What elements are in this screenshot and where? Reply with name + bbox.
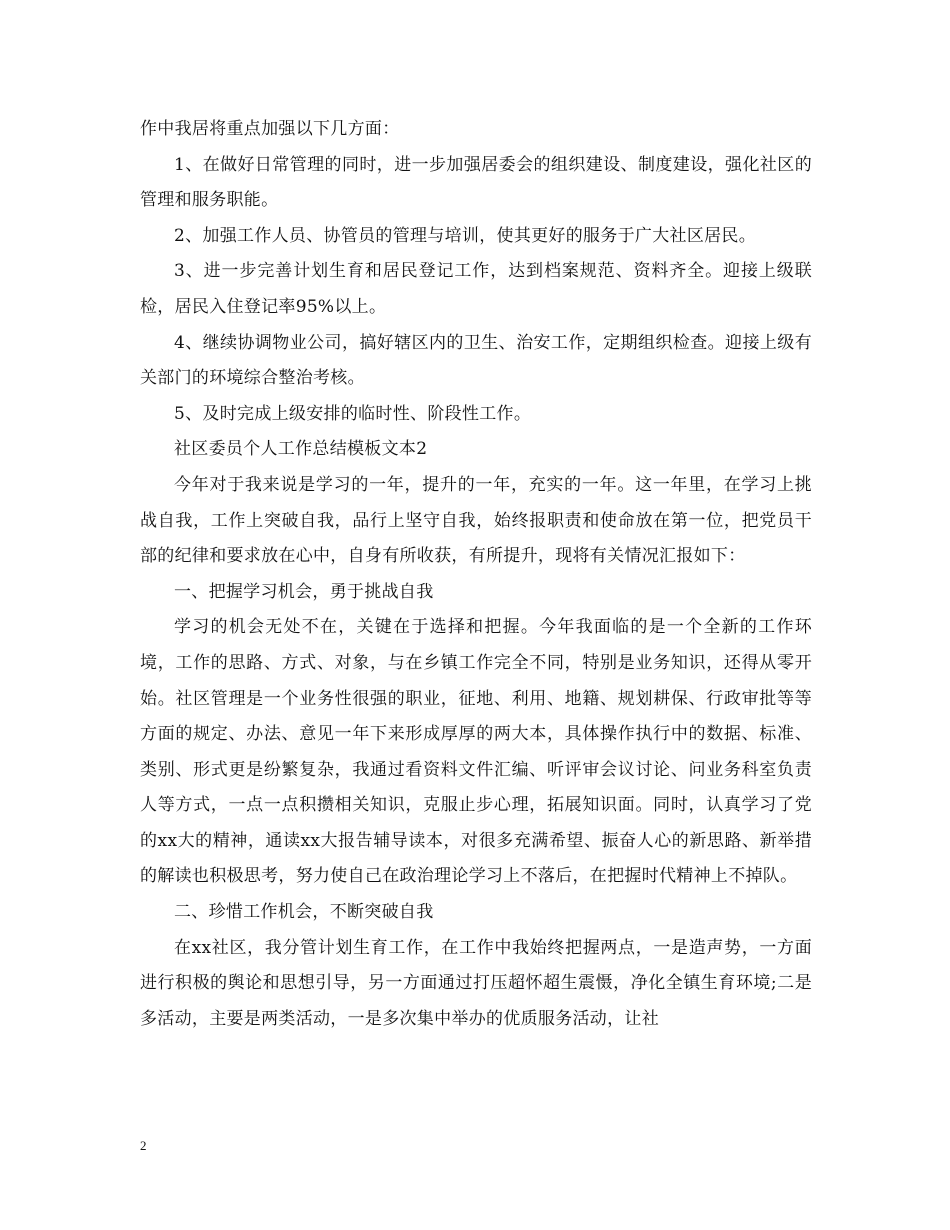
paragraph-item-1: 1、在做好日常管理的同时，进一步加强居委会的组织建设、制度建设，强化社区的管理和服务职能。 xyxy=(140,154,812,211)
paragraph-work: 在xx社区，我分管计划生育工作，在工作中我始终把握两点，一是造声势，一方面进行积极的舆论和思想引导，另一方面通过打压超怀超生震慑，净化全镇生育环境;二是多活动，主要是两类活动，一是多次集中举办的优质服务活动，让社 xyxy=(140,937,812,1029)
paragraph-item-4: 4、继续协调物业公司，搞好辖区内的卫生、治安工作，定期组织检查。迎接上级有关部门的环境综合整治考核。 xyxy=(140,332,812,389)
paragraph-item-3: 3、进一步完善计划生育和居民登记工作，达到档案规范、资料齐全。迎接上级联检，居民入住登记率95%以上。 xyxy=(140,261,812,317)
heading-work: 二、珍惜工作机会，不断突破自我 xyxy=(174,902,434,923)
paragraph-overview: 今年对于我来说是学习的一年，提升的一年，充实的一年。这一年里，在学习上挑战自我，工作上突破自我，品行上坚守自我，始终报职责和使命放在第一位，把党员干部的纪律和要求放在心中，自身有所收获，有所提升，现将有关情况汇报如下： xyxy=(140,474,812,567)
paragraph-item-5: 5、及时完成上级安排的临时性、阶段性工作。 xyxy=(174,403,532,424)
paragraph-item-2: 2、加强工作人员、协管员的管理与培训，使其更好的服务于广大社区居民。 xyxy=(174,225,757,246)
paragraph-learning: 学习的机会无处不在，关键在于选择和把握。今年我面临的是一个全新的工作环境，工作的思路、方式、对象，与在乡镇工作完全不同，特别是业务知识，还得从零开始。社区管理是一个业务性很强的职业，征地、利用、地籍、规划耕保、行政审批等等方面的规定、办法、意见一年下来形成厚厚的两大本，具体操作执行中的数据、标准、类别、形式更是纷繁复杂，我通过看资料文件汇编、听评审会议讨论、问业务科室负责人等方式，一点一点积攒相关知识，克服止步心理，拓展知识面。同时，认真学习了党的xx大的精神，通读xx大报告辅导读本，对很多充满希望、振奋人心的新思路、新举措的解读也积极思考，努力使自己在政治理论学习上不落后，在把握时代精神上不掉队。 xyxy=(140,617,812,887)
document-body xyxy=(140,112,812,1037)
section-title: 社区委员个人工作总结模板文本2 xyxy=(174,439,428,460)
page-number: 2 xyxy=(140,1138,147,1153)
heading-learning: 一、把握学习机会，勇于挑战自我 xyxy=(174,581,434,602)
paragraph-intro: 作中我居将重点加强以下几方面： xyxy=(140,119,400,139)
